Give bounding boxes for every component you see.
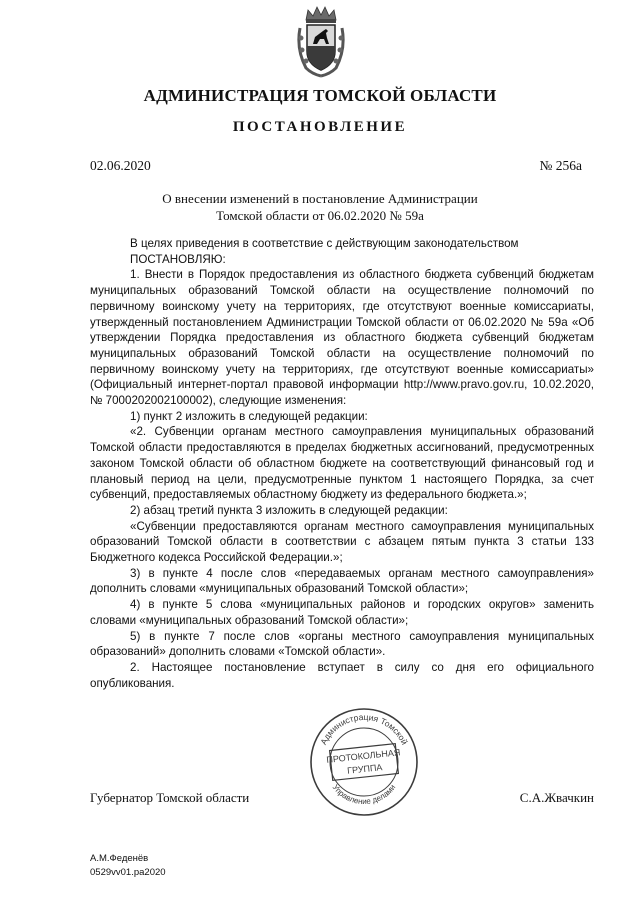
document-code: 0529vv01.pa2020 xyxy=(90,867,166,878)
document-type: ПОСТАНОВЛЕНИЕ xyxy=(232,119,408,135)
body-paragraph: 3) в пункте 4 после слов «передаваемых органам местного самоуправления» дополнить словами «муниципальных образований Томской области»; xyxy=(90,566,594,596)
preamble: В целях приведения в соответствие с действующим законодательством xyxy=(130,237,519,250)
subject-line-2: Томской области от 06.02.2020 № 59а xyxy=(216,208,424,223)
coat-of-arms-emblem xyxy=(296,4,346,78)
executor-name: А.М.Феденёв xyxy=(90,853,149,864)
document-subject xyxy=(150,190,490,224)
stamp-center-line-2: ГРУППА xyxy=(346,762,383,776)
body-paragraph: 1. Внести в Порядок предоставления из областного бюджета субвенций бюджетам муниципальных образований Томской области на осуществление полномочий по первичному воинскому учету на территориях, где отсутствуют военные комиссариаты, утвержденный постановлением Администрации Томской области от 06.02.2020 № 59а «Об утверждении Порядка предоставления из областного бюджета субвенций бюджетам муниципальных образований Томской области на осуществление полномочий по первичному воинскому учету на территориях, где отсутствуют военные комиссариаты» (Официальный интернет-портал правовой информации http://www.pravo.gov.ru, 10.02.2020, № 7000202002100002), следующие изменения: xyxy=(90,268,594,408)
organization-title: АДМИНИСТРАЦИЯ ТОМСКОЙ ОБЛАСТИ xyxy=(143,86,497,105)
body-paragraph: 1) пункт 2 изложить в следующей редакции: xyxy=(130,409,368,423)
stamp-ring-top-text: Администрация Томской xyxy=(318,711,410,747)
signatory-position: Губернатор Томской области xyxy=(90,790,250,805)
document-number: № 256а xyxy=(539,158,582,173)
signature-block xyxy=(90,790,594,806)
decree-word: ПОСТАНОВЛЯЮ: xyxy=(130,252,226,266)
body-paragraph: «Субвенции предоставляются органам местного самоуправления муниципальных образований Томской области в соответствии с абзацем пятым пункта 3 статьи 133 Бюджетного кодекса Российской Федерации.»; xyxy=(90,519,594,565)
body-paragraph: «2. Субвенции органам местного самоуправления муниципальных образований Томской области предоставляются в пределах бюджетных ассигнований, предусмотренных законом Томской области об областном бюджете на соответствующий финансовый год и плановый период на цели, предусмотренные пунктом 1 настоящего Порядка, за счет субвенций, предоставляемых областному бюджету из федерального бюджета.»; xyxy=(90,425,594,502)
signatory-name: С.А.Жвачкин xyxy=(519,790,594,805)
body-paragraph: 2) абзац третий пункта 3 изложить в следующей редакции: xyxy=(130,503,448,517)
body-paragraph: 5) в пункте 7 после слов «органы местного самоуправления муниципальных образований» дополнить словами «Томской области». xyxy=(90,629,594,659)
document-date: 02.06.2020 xyxy=(90,158,151,173)
body-paragraph: 4) в пункте 5 слова «муниципальных районов и городских округов» заменить словами «муниципальных образований Томской области»; xyxy=(90,598,594,627)
body-paragraph: 2. Настоящее постановление вступает в силу со дня его официального опубликования. xyxy=(90,660,594,690)
executor-footer xyxy=(90,852,166,880)
subject-line-1: О внесении изменений в постановление Администрации xyxy=(162,191,478,206)
stamp-center-line-1: ПРОТОКОЛЬНАЯ xyxy=(325,747,401,765)
stamp-ring-bottom-text: Управление делами xyxy=(330,782,398,807)
document-body xyxy=(90,236,594,691)
